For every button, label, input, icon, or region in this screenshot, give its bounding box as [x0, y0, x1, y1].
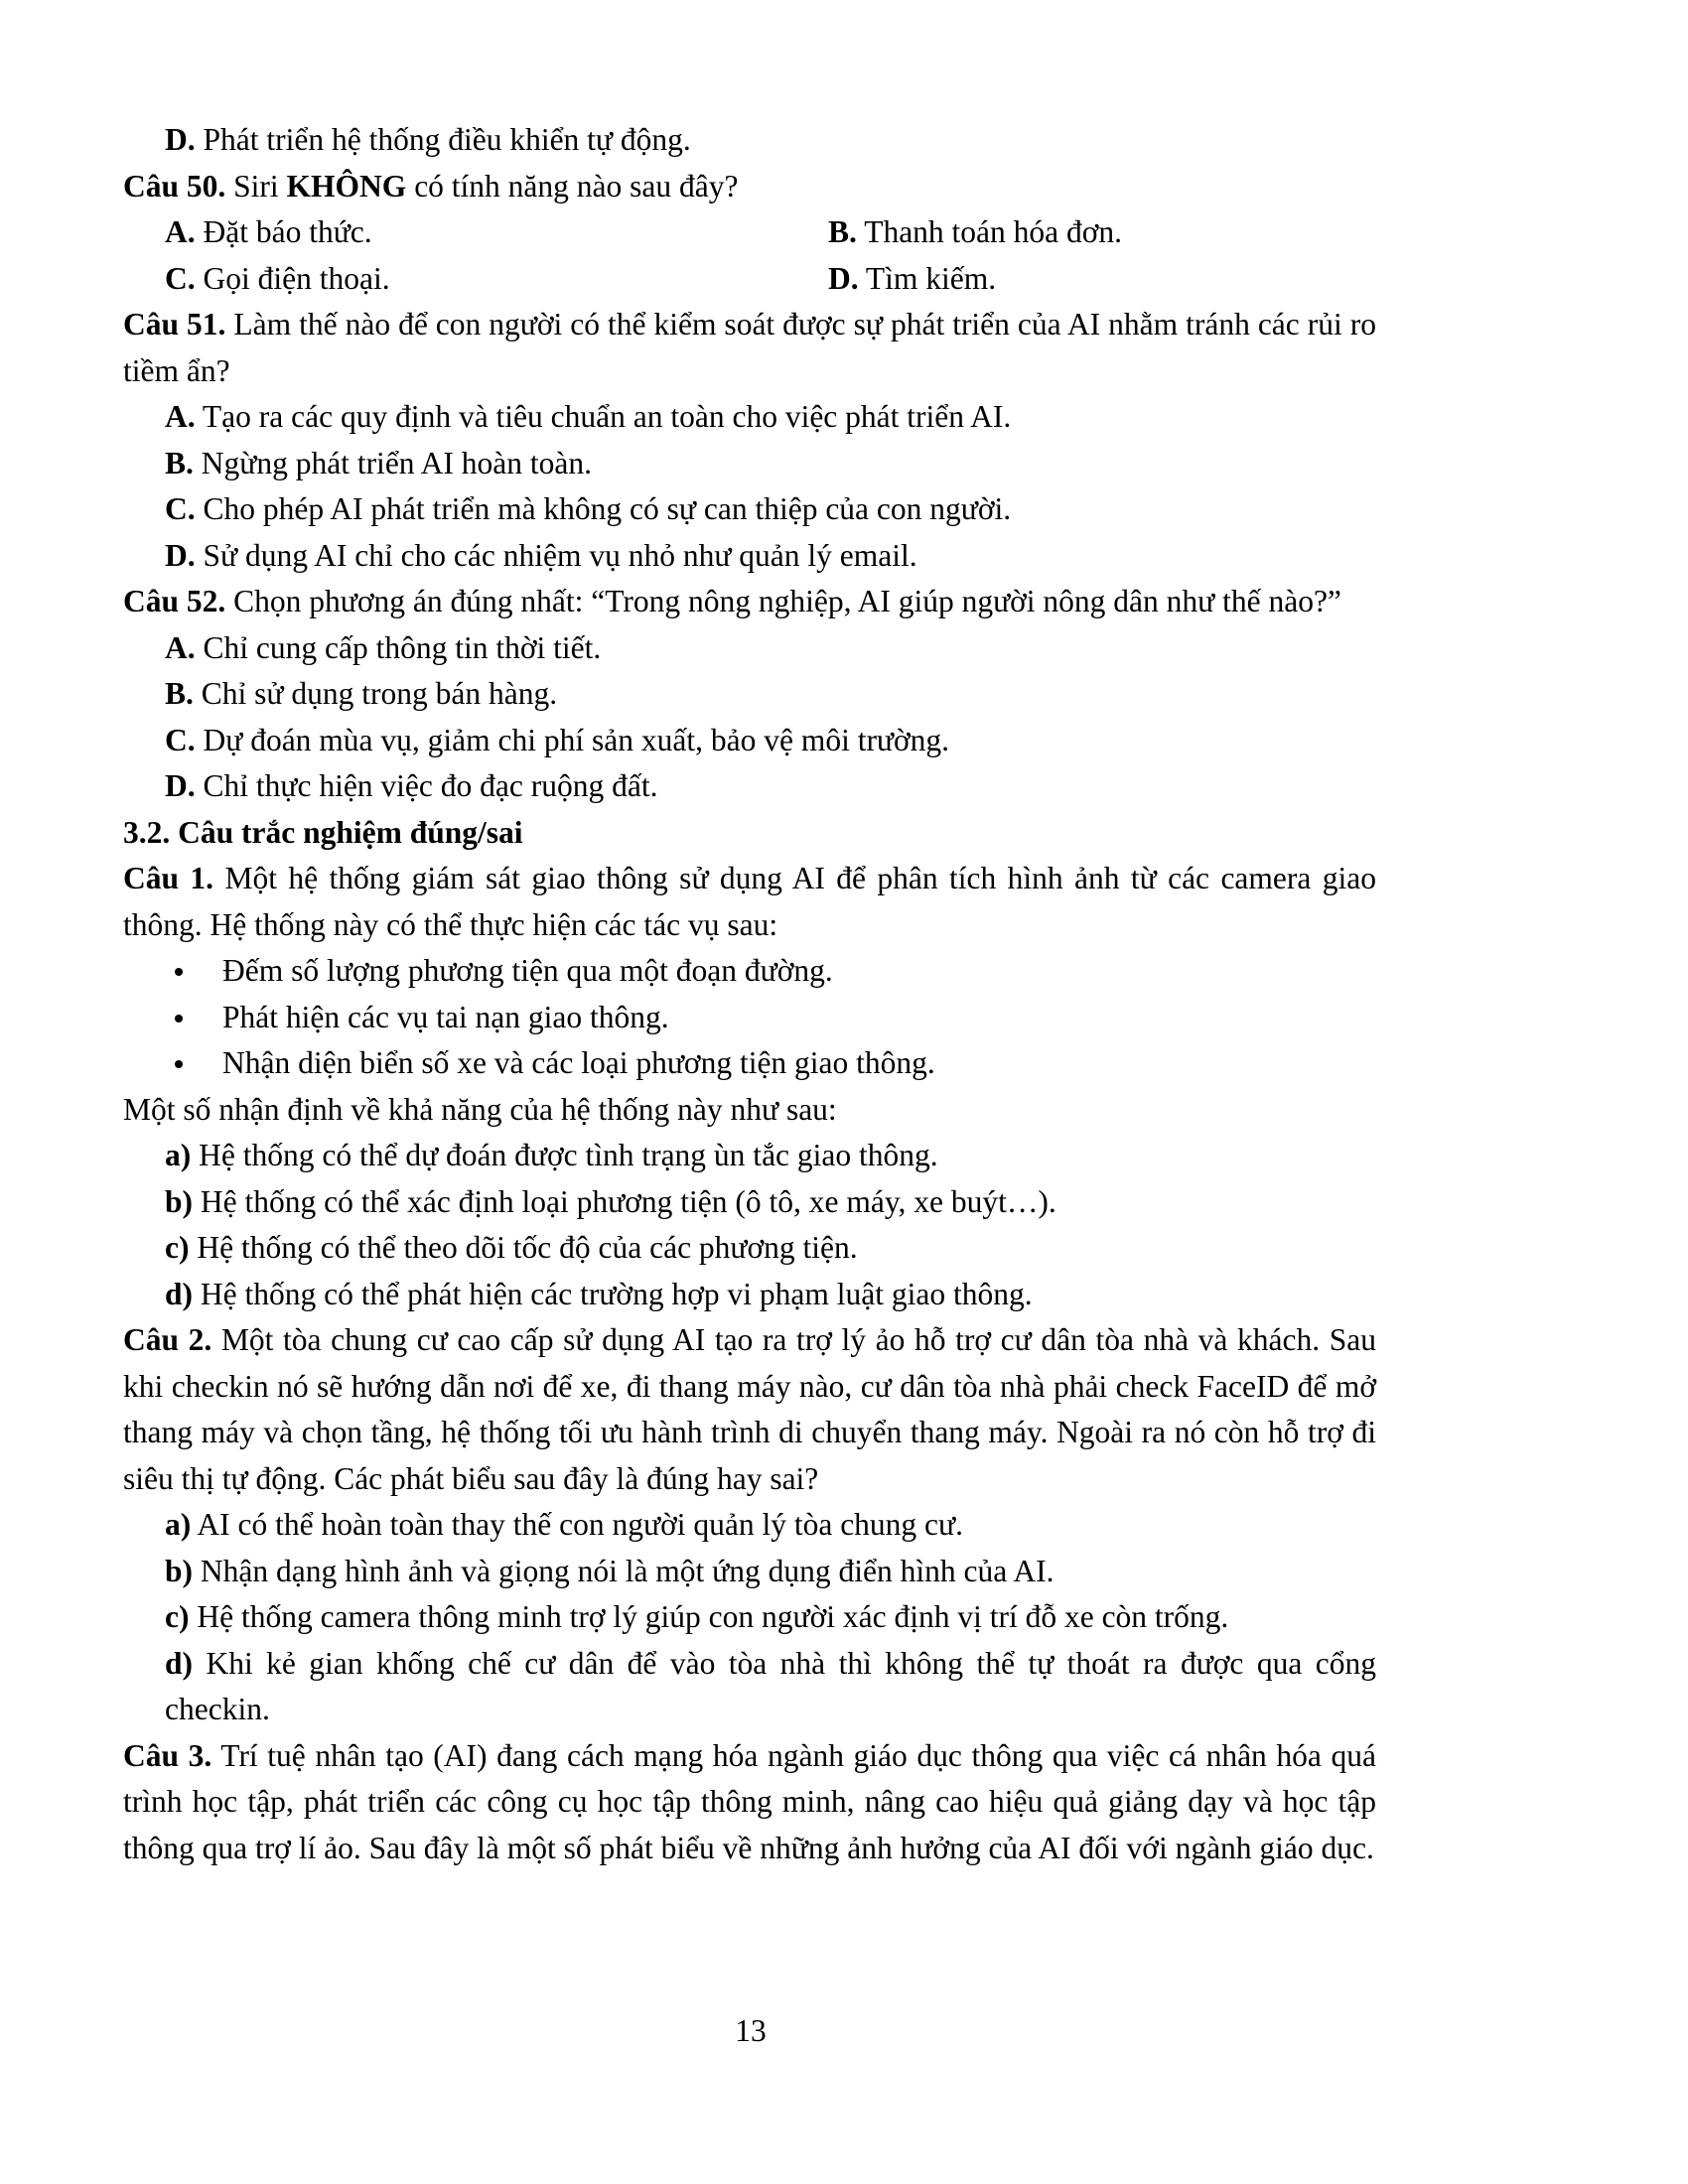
statement-letter: b) [165, 1553, 194, 1588]
option-letter: B. [165, 676, 194, 711]
question-text: Trí tuệ nhân tạo (AI) đang cách mạng hóa ngành giáo dục thông qua việc cá nhân hóa quá trình học tập, phát triển các công cụ học tập thông minh, nâng cao hiệu quả giảng dạy và học tập thông qua trợ lí ảo. Sau đây là một số phát biểu về những ảnh hưởng của AI đối với ngành giáo dục. [123, 1737, 1376, 1865]
statement-text: Hệ thống có thể dự đoán được tình trạng ùn tắc giao thông. [191, 1138, 938, 1172]
q52-option-c [123, 718, 1376, 764]
option-text: Tạo ra các quy định và tiêu chuẩn an toàn cho việc phát triển AI. [195, 399, 1012, 434]
section-title: 3.2. Câu trắc nghiệm đúng/sai [123, 814, 523, 850]
statement-text: AI có thể hoàn toàn thay thế con người quản lý tòa chung cư. [191, 1507, 963, 1542]
statement-text: Hệ thống camera thông minh trợ lý giúp con người xác định vị trí đỗ xe còn trống. [189, 1599, 1229, 1634]
bullet-icon [175, 1060, 183, 1068]
option-letter: B. [165, 445, 194, 480]
statement-letter: a) [165, 1507, 192, 1542]
statement-text: Nhận dạng hình ảnh và giọng nói là một ứng dụng điển hình của AI. [193, 1553, 1055, 1588]
list-item-text: Nhận diện biển số xe và các loại phương tiện giao thông. [222, 1045, 935, 1080]
question-text-tail: có tính năng nào sau đây? [406, 168, 739, 204]
list-item [165, 1040, 1376, 1087]
tf2-stem [123, 1317, 1376, 1502]
q50-options-row-2 [123, 256, 1376, 303]
question-text: Một hệ thống giám sát giao thông sử dụng AI để phân tích hình ảnh từ các camera giao thông. Hệ thống này có thể thực hiện các tác vụ sau: [123, 861, 1376, 942]
q52-option-a [123, 625, 1376, 672]
q50-option-a [165, 209, 828, 256]
q51-option-a [123, 394, 1376, 441]
option-text: Ngừng phát triển AI hoàn toàn. [193, 445, 593, 480]
bullet-icon [175, 1015, 183, 1023]
statement-text: Hệ thống có thể xác định loại phương tiện (ô tô, xe máy, xe buýt…). [193, 1183, 1056, 1219]
question-text: Siri [225, 168, 287, 204]
tf2-statement-c [123, 1594, 1376, 1641]
question-label: Câu 51. [123, 307, 226, 341]
statement-text: Hệ thống có thể phát hiện các trường hợp vi phạm luật giao thông. [193, 1276, 1033, 1311]
section-heading [123, 810, 1376, 857]
statement-letter: d) [165, 1276, 194, 1311]
tf1-statement-a [123, 1133, 1376, 1179]
tf1-task-list [123, 948, 1376, 1087]
q49-option-d [123, 117, 1376, 164]
q50-option-d [828, 256, 1376, 303]
question-label: Câu 1. [123, 861, 214, 895]
tf2-statement-a [123, 1502, 1376, 1549]
option-text: Chỉ cung cấp thông tin thời tiết. [195, 629, 602, 665]
tf3-stem [123, 1733, 1376, 1872]
q50-option-b [828, 209, 1376, 256]
option-text: Cho phép AI phát triển mà không có sự can thiệp của con người. [195, 491, 1012, 526]
option-letter: C. [165, 491, 196, 526]
option-text: Phát triển hệ thống điều khiển tự động. [195, 122, 691, 157]
statement-letter: b) [165, 1183, 194, 1219]
tf1-statement-c [123, 1225, 1376, 1272]
statement-letter: a) [165, 1138, 192, 1172]
statement-letter: c) [165, 1599, 190, 1634]
list-item [165, 995, 1376, 1041]
option-letter: A. [165, 629, 196, 665]
option-letter: C. [165, 722, 196, 757]
statement-text: Hệ thống có thể theo dõi tốc độ của các phương tiện. [189, 1230, 858, 1265]
q50-stem [123, 164, 1376, 210]
option-letter: D. [165, 537, 196, 573]
question-label: Câu 3. [123, 1737, 212, 1773]
option-text: Chỉ thực hiện việc đo đạc ruộng đất. [195, 768, 658, 803]
option-letter: D. [165, 768, 196, 803]
q52-option-d [123, 763, 1376, 810]
question-text: Một tòa chung cư cao cấp sử dụng AI tạo ra trợ lý ảo hỗ trợ cư dân tòa nhà và khách. Sau khi checkin nó sẽ hướng dẫn nơi để xe, đi thang máy nào, cư dân tòa nhà phải check FaceID để mở thang máy và chọn tầng, hệ thống tối ưu hành trình di chuyển thang máy. Ngoài ra nó còn hỗ trợ đi siêu thị tự động. Các phát biểu sau đây là đúng hay sai? [123, 1322, 1376, 1496]
list-item-text: Đếm số lượng phương tiện qua một đoạn đường. [222, 953, 833, 988]
option-text: Tìm kiếm. [858, 260, 997, 296]
q51-option-b [123, 441, 1376, 487]
statement-text: Khi kẻ gian khống chế cư dân để vào tòa nhà thì không thể tự thoát ra được qua cổng checkin. [165, 1645, 1376, 1726]
option-letter: D. [828, 260, 859, 296]
tf1-statement-b [123, 1179, 1376, 1226]
option-letter: B. [828, 214, 857, 249]
question-text: Làm thế nào để con người có thể kiểm soát được sự phát triển của AI nhằm tránh các rủi ro tiềm ẩn? [123, 307, 1376, 388]
option-text: Chỉ sử dụng trong bán hàng. [193, 676, 558, 711]
tf1-stem [123, 856, 1376, 948]
option-text: Gọi điện thoại. [195, 260, 390, 296]
option-letter: A. [165, 214, 196, 249]
option-text: Sử dụng AI chỉ cho các nhiệm vụ nhỏ như quản lý email. [195, 537, 917, 573]
option-text: Đặt báo thức. [195, 214, 372, 249]
question-text: Chọn phương án đúng nhất: “Trong nông nghiệp, AI giúp người nông dân như thế nào?” [225, 584, 1341, 618]
list-item [165, 948, 1376, 995]
q52-stem [123, 579, 1376, 625]
option-letter: D. [165, 122, 196, 157]
q51-stem [123, 302, 1376, 394]
bullet-icon [175, 968, 183, 976]
q51-option-d [123, 533, 1376, 580]
list-item-text: Phát hiện các vụ tai nạn giao thông. [222, 999, 669, 1034]
q52-option-b [123, 671, 1376, 718]
tf2-statement-b [123, 1549, 1376, 1595]
option-letter: C. [165, 260, 196, 296]
document-page [123, 117, 1376, 1871]
question-emphasis: KHÔNG [286, 168, 407, 204]
option-letter: A. [165, 399, 196, 434]
question-label: Câu 2. [123, 1322, 212, 1357]
option-text: Dự đoán mùa vụ, giảm chi phí sản xuất, bảo vệ môi trường. [195, 722, 950, 757]
q50-option-c [165, 256, 828, 303]
question-label: Câu 52. [123, 584, 226, 618]
statement-letter: c) [165, 1230, 190, 1265]
q50-options-row-1 [123, 209, 1376, 256]
statement-letter: d) [165, 1645, 194, 1681]
page-number: 13 [735, 2013, 767, 2048]
question-label: Câu 50. [123, 168, 226, 204]
q51-option-c [123, 486, 1376, 533]
option-text: Thanh toán hóa đơn. [856, 214, 1123, 249]
tf2-statement-d [123, 1641, 1376, 1733]
tf1-intro: Một số nhận định về khả năng của hệ thống này như sau: [123, 1091, 837, 1127]
tf1-statement-d [123, 1272, 1376, 1318]
